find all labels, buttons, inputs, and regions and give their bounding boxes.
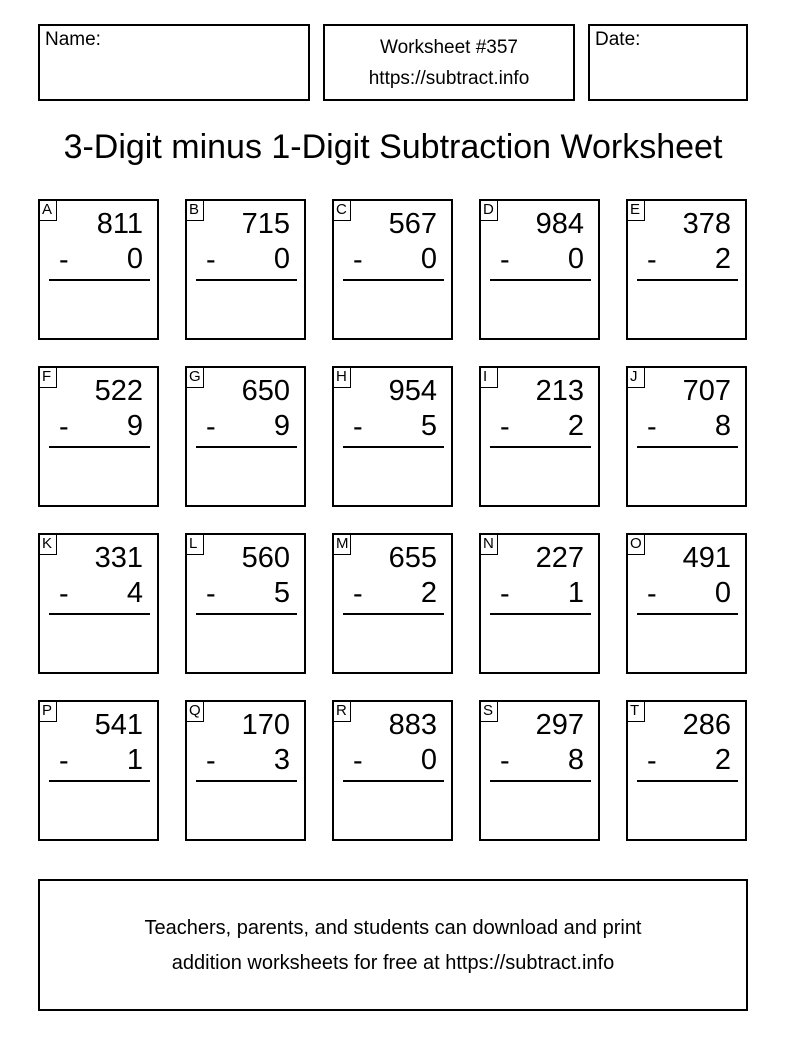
answer-line — [196, 279, 297, 281]
problem-box — [626, 700, 747, 841]
subtrahend: 2 — [714, 744, 731, 776]
problem-letter: A — [40, 201, 57, 221]
minus-sign: - — [59, 578, 69, 610]
subtrahend: 9 — [126, 410, 143, 442]
date-label: Date: — [595, 29, 641, 50]
minus-sign: - — [59, 411, 69, 443]
problem-box — [479, 199, 600, 340]
minus-sign: - — [59, 244, 69, 276]
subtrahend: 1 — [567, 577, 584, 609]
minus-sign: - — [59, 745, 69, 777]
minus-sign: - — [500, 411, 510, 443]
answer-line — [196, 613, 297, 615]
minuend: 567 — [388, 208, 437, 240]
answer-line — [343, 780, 444, 782]
footer-line-1: Teachers, parents, and students can download and print — [144, 917, 642, 939]
answer-line — [637, 446, 738, 448]
subtrahend: 5 — [273, 577, 290, 609]
problem-box — [38, 533, 159, 674]
minus-sign: - — [353, 578, 363, 610]
problem-box — [479, 700, 600, 841]
minuend: 491 — [682, 542, 731, 574]
minus-sign: - — [500, 578, 510, 610]
answer-line — [49, 279, 150, 281]
subtrahend: 8 — [714, 410, 731, 442]
subtrahend: 0 — [714, 577, 731, 609]
answer-line — [637, 613, 738, 615]
page-title: 3-Digit minus 1-Digit Subtraction Worksheet — [63, 128, 723, 166]
problem-box — [479, 366, 600, 507]
minuend: 522 — [94, 375, 143, 407]
problem-letter: G — [187, 368, 204, 388]
answer-line — [490, 780, 591, 782]
minuend: 378 — [682, 208, 731, 240]
worksheet-number: Worksheet #357 — [379, 37, 518, 58]
problem-box — [332, 199, 453, 340]
problem-letter: F — [40, 368, 57, 388]
worksheet-url: https://subtract.info — [368, 68, 530, 89]
answer-line — [490, 613, 591, 615]
answer-line — [637, 279, 738, 281]
problem-box — [479, 533, 600, 674]
minus-sign: - — [647, 578, 657, 610]
answer-line — [49, 613, 150, 615]
subtrahend: 3 — [273, 744, 290, 776]
answer-line — [637, 780, 738, 782]
minuend: 707 — [682, 375, 731, 407]
footer-box — [38, 879, 748, 1011]
problem-box — [38, 700, 159, 841]
subtrahend: 0 — [273, 243, 290, 275]
problem-box — [38, 199, 159, 340]
problem-box — [38, 366, 159, 507]
problem-letter: E — [628, 201, 645, 221]
minuend: 541 — [94, 709, 143, 741]
minus-sign: - — [206, 745, 216, 777]
subtrahend: 0 — [126, 243, 143, 275]
subtrahend: 2 — [567, 410, 584, 442]
problem-letter: Q — [187, 702, 204, 722]
problem-letter: O — [628, 535, 645, 555]
problem-box — [332, 533, 453, 674]
minuend: 213 — [535, 375, 584, 407]
minuend: 286 — [682, 709, 731, 741]
minus-sign: - — [353, 411, 363, 443]
minus-sign: - — [353, 244, 363, 276]
minuend: 655 — [388, 542, 437, 574]
problem-letter: S — [481, 702, 498, 722]
problem-letter: T — [628, 702, 645, 722]
answer-line — [343, 446, 444, 448]
problem-box — [185, 366, 306, 507]
minuend: 560 — [241, 542, 290, 574]
problem-letter: M — [334, 535, 351, 555]
problem-box — [332, 366, 453, 507]
problem-letter: I — [481, 368, 498, 388]
answer-line — [343, 613, 444, 615]
problem-letter: J — [628, 368, 645, 388]
problem-box — [332, 700, 453, 841]
minuend: 715 — [241, 208, 290, 240]
minuend: 650 — [241, 375, 290, 407]
answer-line — [49, 446, 150, 448]
minuend: 170 — [241, 709, 290, 741]
problem-box — [626, 199, 747, 340]
problem-box — [626, 533, 747, 674]
minuend: 984 — [535, 208, 584, 240]
answer-line — [49, 780, 150, 782]
subtrahend: 2 — [420, 577, 437, 609]
problem-box — [185, 199, 306, 340]
problem-letter: P — [40, 702, 57, 722]
minus-sign: - — [500, 244, 510, 276]
minus-sign: - — [500, 745, 510, 777]
minuend: 883 — [388, 709, 437, 741]
subtrahend: 1 — [126, 744, 143, 776]
problem-letter: C — [334, 201, 351, 221]
problem-letter: D — [481, 201, 498, 221]
problem-letter: K — [40, 535, 57, 555]
minus-sign: - — [206, 244, 216, 276]
problem-box — [185, 700, 306, 841]
name-box — [38, 24, 310, 101]
minuend: 297 — [535, 709, 584, 741]
minus-sign: - — [206, 411, 216, 443]
problem-box — [626, 366, 747, 507]
minuend: 811 — [96, 208, 143, 240]
subtrahend: 2 — [714, 243, 731, 275]
answer-line — [196, 780, 297, 782]
worksheet-info-box — [323, 24, 575, 101]
date-box — [588, 24, 748, 101]
problem-letter: H — [334, 368, 351, 388]
minuend: 227 — [535, 542, 584, 574]
problem-letter: N — [481, 535, 498, 555]
answer-line — [343, 279, 444, 281]
problem-box — [185, 533, 306, 674]
minus-sign: - — [206, 578, 216, 610]
problem-letter: B — [187, 201, 204, 221]
answer-line — [490, 279, 591, 281]
subtrahend: 5 — [420, 410, 437, 442]
problem-letter: R — [334, 702, 351, 722]
answer-line — [196, 446, 297, 448]
footer-line-2: addition worksheets for free at https://subtract.info — [171, 952, 615, 974]
minus-sign: - — [353, 745, 363, 777]
subtrahend: 0 — [567, 243, 584, 275]
minus-sign: - — [647, 244, 657, 276]
minus-sign: - — [647, 745, 657, 777]
subtrahend: 4 — [126, 577, 143, 609]
subtrahend: 0 — [420, 744, 437, 776]
name-label: Name: — [45, 29, 101, 50]
subtrahend: 9 — [273, 410, 290, 442]
minus-sign: - — [647, 411, 657, 443]
subtrahend: 0 — [420, 243, 437, 275]
answer-line — [490, 446, 591, 448]
minuend: 331 — [94, 542, 143, 574]
minuend: 954 — [388, 375, 437, 407]
subtrahend: 8 — [567, 744, 584, 776]
problem-letter: L — [187, 535, 204, 555]
